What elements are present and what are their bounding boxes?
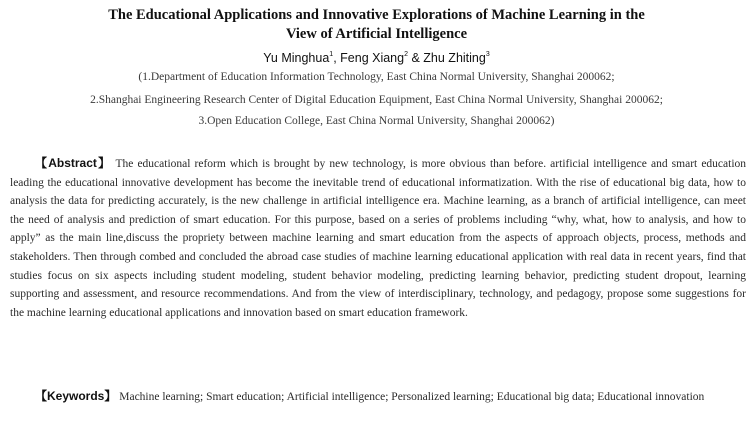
author-separator: & bbox=[408, 51, 424, 65]
author-name: Feng Xiang bbox=[340, 51, 405, 65]
author-affiliation-mark: 1 bbox=[329, 51, 334, 58]
keywords-paragraph bbox=[10, 387, 746, 407]
abstract-text: The educational reform which is brought by new technology, is more obvious than before. artificial intelligence and smart education leading the educational innovative development has become the inevitable trend of educational informatization. With the rise of educational big data, how to analysis the data for predicting accurately, is the new challenge in artificial intelligence era. Machine learning, as a branch of artificial intelligence, can meet the need of analysis and prediction of smart education. For this purpose, based on a series of problems including “why, what, how to analysis, and how to apply” as the main line,discuss the propriety between machine learning and smart education from the aspects of approach objects, process, methods and stakeholders. Then through combed and concluded the abroad case studies of machine learning educational application with real data in recent years, find that studies focus on six aspects including student modeling, student behavior modeling, predicting learning behavior, predicting student dropout, learning supporting and assessment, and resource recommendations. And from the view of interdisciplinary, technology, and pedagogy, propose some suggestions for the machine learning educational applications and innovation based on smart education framework. bbox=[10, 158, 747, 319]
abstract-label: 【Abstract】 bbox=[35, 156, 112, 170]
affiliation-3: 3.Open Education College, East China Normal University, Shanghai 200062) bbox=[198, 115, 555, 127]
affiliation-1: (1.Department of Education Information Technology, East China Normal University, Shanghai 200062; bbox=[138, 71, 615, 83]
author-separator: , bbox=[333, 51, 341, 65]
paper-title-line-1: The Educational Applications and Innovative Explorations of Machine Learning in the bbox=[108, 7, 645, 23]
affiliation-2: 2.Shanghai Engineering Research Center of Digital Education Equipment, East China Normal University, Shanghai 200062; bbox=[90, 94, 663, 106]
paper-title-line-2: View of Artificial Intelligence bbox=[285, 26, 468, 42]
author-name: Yu Minghua bbox=[263, 51, 330, 65]
keywords-label: 【Keywords】 bbox=[35, 389, 117, 403]
author-name: Zhu Zhiting bbox=[423, 51, 486, 65]
author-list bbox=[0, 50, 753, 66]
author-affiliation-mark: 2 bbox=[404, 51, 408, 58]
abstract-paragraph bbox=[10, 154, 746, 322]
author-affiliation-mark: 3 bbox=[485, 51, 490, 58]
keywords-text: Machine learning; Smart education; Artificial intelligence; Personalized learning; Educational big data; Educational innovation bbox=[119, 391, 705, 403]
